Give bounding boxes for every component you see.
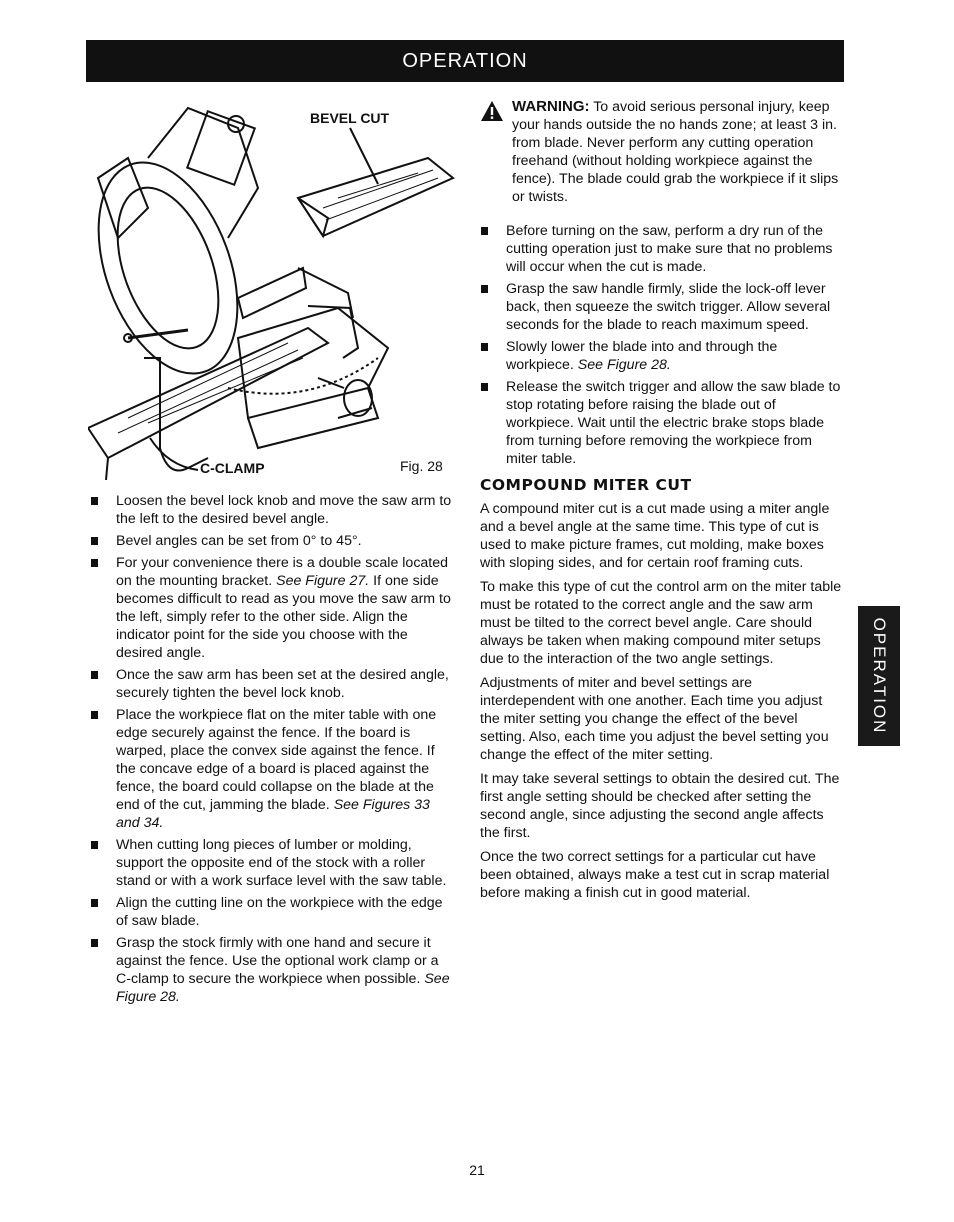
list-item: When cutting long pieces of lumber or molding, support the opposite end of the stock with a roller stand or with a work surface level with the saw table. [90, 836, 454, 890]
list-item: Once the saw arm has been set at the desired angle, securely tighten the bevel lock knob. [90, 666, 454, 702]
figure-28 [88, 88, 460, 480]
list-item: Place the workpiece flat on the miter table with one edge securely against the fence. If the board is warped, place the convex side against the fence. If the concave edge of a board is placed against the fence, the board could collapse on the blade at the end of the cut, jamming the blade. See Figures 33 and 34. [90, 706, 454, 832]
c-clamp-label: C-CLAMP [200, 460, 265, 476]
list-item: Before turning on the saw, perform a dry run of the cutting operation just to make sure that no problems will occur when the cut is made. [480, 222, 844, 276]
list-item: Slowly lower the blade into and through the workpiece. See Figure 28. [480, 338, 844, 374]
warning-triangle-icon [480, 100, 504, 122]
figure-caption: Fig. 28 [400, 458, 443, 474]
list-item: Release the switch trigger and allow the saw blade to stop rotating before raising the blade out of workpiece. Wait until the electric brake stops blade from turning before removing the workpiece from miter table. [480, 378, 844, 468]
section-title: OPERATION [402, 50, 528, 72]
section-side-tab [858, 606, 900, 746]
left-column [90, 492, 454, 1010]
paragraph: A compound miter cut is a cut made using a miter angle and a bevel angle at the same time. This type of cut is used to make picture frames, cut molding, make boxes with sloping sides, and for certain roof framing cuts. [480, 501, 830, 571]
paragraph: To make this type of cut the control arm on the miter table must be rotated to the correct angle and the saw arm must be tilted to the correct bevel angle. Care should always be taken when making compound miter setups due to the interaction of the two angle settings. [480, 579, 842, 667]
list-item: Loosen the bevel lock knob and move the saw arm to the left to the desired bevel angle. [90, 492, 454, 528]
right-bullet-list [480, 222, 844, 468]
section-header [86, 40, 844, 82]
miter-saw-illustration [88, 88, 460, 480]
list-item: Bevel angles can be set from 0° to 45°. [90, 532, 454, 550]
page-number: 21 [469, 1162, 485, 1178]
list-item: For your convenience there is a double scale located on the mounting bracket. See Figure 27. If one side becomes difficult to read as you move the saw arm to the left, simply refer to the other side. Align the indicator point for the side you choose with the desired angle. [90, 554, 454, 662]
paragraph: Adjustments of miter and bevel settings are interdependent with one another. Each time you adjust the miter setting you change the effect of the bevel setting. Also, each time you adjust the bevel setting you change the effect of the miter setting. [480, 675, 829, 763]
list-item: Grasp the stock firmly with one hand and secure it against the fence. Use the optional work clamp or a C-clamp to secure the workpiece when possible. See Figure 28. [90, 934, 454, 1006]
right-column [480, 98, 844, 908]
list-item: Align the cutting line on the workpiece with the edge of saw blade. [90, 894, 454, 930]
bevel-cut-label: BEVEL CUT [310, 110, 390, 126]
warning-block [480, 98, 844, 206]
warning-title: WARNING: [512, 98, 590, 115]
warning-text: To avoid serious personal injury, keep your hands outside the no hands zone; at least 3 in. from blade. Never perform any cutting operation freehand (without holding workpiece against the fence). The blade could grab the workpiece if it slips or twists. [512, 99, 839, 205]
paragraph: It may take several settings to obtain the desired cut. The first angle setting should be checked after setting the second angle, since adjusting the second angle affects the first. [480, 771, 840, 841]
compound-miter-heading: COMPOUND MITER CUT [480, 476, 692, 494]
paragraph: Once the two correct settings for a particular cut have been obtained, always make a test cut in scrap material before making a finish cut in good material. [480, 849, 830, 901]
list-item: Grasp the saw handle firmly, slide the lock-off lever back, then squeeze the switch trigger. Allow several seconds for the blade to reach maximum speed. [480, 280, 844, 334]
left-bullet-list [90, 492, 454, 1006]
side-tab-label: OPERATION [870, 617, 889, 735]
